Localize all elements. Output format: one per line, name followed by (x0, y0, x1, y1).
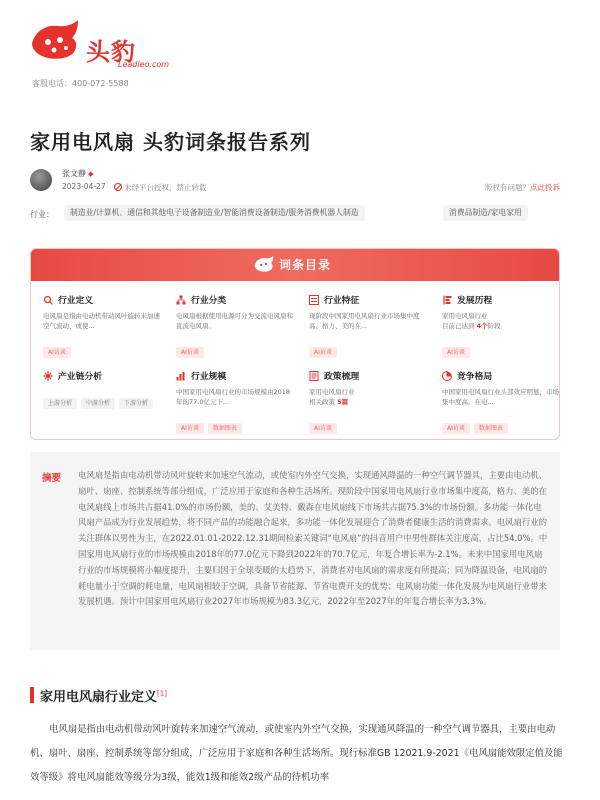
toc-title: 词条目录 (279, 258, 332, 272)
features-icon (309, 295, 319, 305)
abstract-label: 摘要 (42, 473, 62, 484)
page-title: 家用电风扇 头豹词条报告系列 (30, 130, 311, 154)
toc-item-title: 行业分类 (191, 296, 227, 306)
toc-item-desc (309, 387, 429, 409)
toc-item-desc (442, 311, 560, 333)
complaint-link[interactable]: 点此投诉 (530, 183, 560, 192)
author-name-text: 张文静 (62, 169, 86, 178)
toc-item-scale[interactable] (176, 369, 296, 434)
history-icon (442, 295, 452, 305)
leopard-logo-icon (253, 254, 275, 274)
abstract-box (30, 452, 560, 650)
publish-date: 2023-04-27 (62, 182, 106, 191)
toc-item-classification[interactable] (176, 293, 296, 358)
section-marker (30, 687, 34, 703)
toc-item-desc-prefix: 家用电风扇行业 (309, 388, 355, 396)
toc-item-features[interactable] (309, 293, 429, 358)
toc-item-title: 产业链分析 (58, 372, 102, 382)
toc-item-competition[interactable] (442, 369, 560, 434)
copyright-question (485, 182, 560, 193)
toc-item-history[interactable] (442, 293, 560, 358)
ai-interview-badge[interactable]: AI访谈 (442, 347, 470, 358)
ai-interview-badge[interactable]: AI访谈 (176, 347, 204, 358)
section-body-text: 电风扇是指由电动机带动风叶旋转来加速空气流动，或使室内外空气交换，实现通风降温的一种空气调节器具，主要由电动机、扇叶、扇座、控制系统等部分组成，广泛应用于家庭和各种生活场所。现行标准GB 12021.9-2021《电风扇能效限定值及能效等级》将电风扇能效等级分为3级，能效1级和能效2级产品的待机功率 (30, 724, 563, 783)
ai-interview-badge[interactable]: AI访谈 (309, 423, 337, 434)
toc-item-chain[interactable] (43, 369, 163, 409)
toc-item-title: 政策梳理 (324, 372, 360, 382)
ai-interview-badge[interactable]: AI访谈 (309, 347, 337, 358)
toc-item-title: 行业规模 (191, 372, 227, 382)
competition-icon (442, 371, 452, 381)
policy-icon (309, 371, 319, 381)
classification-icon (176, 295, 186, 305)
toc-item-title: 行业特征 (324, 296, 360, 306)
verified-icon: ◆ (88, 170, 94, 178)
toc-item-title: 行业定义 (58, 296, 94, 306)
section-title-text: 家用电风扇行业定义 (40, 690, 158, 705)
downstream-tab[interactable]: 下游分析 (119, 398, 153, 409)
toc-item-definition[interactable] (43, 293, 163, 358)
data-chart-badge[interactable]: 数据图表 (474, 423, 508, 434)
brand-name: 头豹 (86, 38, 136, 66)
toc-item-desc: 电风扇根据使用电源可分为交流电风扇和直流电风扇。 (176, 312, 293, 331)
toc-item-desc: 电风扇是指由电动机带动风叶旋转来加速空气流动、或使... (43, 312, 160, 331)
toc-item-desc: 中国家用电风扇行业的市场规模由2018年的77.0亿元下... (176, 388, 291, 407)
toc-header (31, 249, 559, 281)
avatar (30, 169, 52, 191)
upstream-tab[interactable]: 上游分析 (43, 398, 77, 409)
toc-item-desc-line2: 相关政策 (309, 398, 338, 407)
definition-icon (43, 295, 53, 305)
toc-item-desc-suffix: 阶段 (487, 322, 501, 331)
industry-tag[interactable]: 制造业/计算机、通信和其他电子设备制造业/智能消费设备制造/服务消费机器人制造 (64, 205, 365, 221)
toc-item-desc-line2: 目前已达到 (442, 322, 477, 331)
toc-card (30, 248, 560, 440)
toc-item-title: 竞争格局 (457, 372, 493, 382)
abstract-text: 电风扇是指由电动机带动风叶旋转来加速空气流动，或使室内外空气交换，实现通风降温的一种空气调节器具，主要由电动机、扇叶、扇座、控制系统等部分组成，广泛应用于家庭和各种生活场所。现阶段中国家用电风扇行业市场集中度高，格力、美的在电风扇线上市场共占据41.0%的市场份额，美的、艾美特、戴森在电风扇线下市场共占据75.3%的市场份额。多功能一体化电风扇产品成为行业发展趋势，将不同产品的功能融合起来，多功能一体化发展迎合了消费者健康生活的消费需求。电风扇行业的关注群体以男性为主，在2022.01.01-2022.12.31期间检索关键词“电风扇”的抖音用户中男性群体关注度高，占比54.0%。中国家用电风扇行业的市场规模由2018年的77.0亿元下降到2022年的70.7亿元，年复合增长率为-2.1%。未来中国家用电风扇行业的市场规模将小幅度提升，主要归因于全球变暖的大趋势下，消费者对电风扇的需求度有所提高；同为降温设备，电风扇的耗电量小于空调的耗电量，电风扇相较于空调，具备节省能源、节省电费开支的优势；电风扇功能一体化发展为电风扇行业带来发展机遇。预计中国家用电风扇行业2027年市场规模为83.3亿元，2022年至2027年的年复合增长率为3.3%。 (78, 470, 548, 607)
stage-count: 4个 (476, 322, 488, 331)
industry-label: 行业： (30, 210, 54, 219)
copyright-question-text: 版权有问题？ (485, 183, 530, 192)
midstream-tab[interactable]: 中游分析 (81, 398, 115, 409)
data-chart-badge[interactable]: 数据图表 (208, 423, 242, 434)
toc-item-title: 发展历程 (457, 296, 493, 306)
ai-interview-badge[interactable]: AI访谈 (442, 423, 470, 434)
brand-logo (28, 16, 178, 76)
policy-count: 5篇 (337, 398, 349, 407)
chain-icon (43, 371, 53, 381)
contact-phone: 客服电话：400-072-5588 (32, 79, 129, 88)
reference-link[interactable]: [1] (157, 689, 167, 698)
brand-domain: Leadleo.com (118, 60, 170, 69)
ai-interview-badge[interactable]: AI访谈 (43, 347, 71, 358)
copyright-notice (114, 182, 207, 193)
industry-tag[interactable]: 消费品制造/家电家用 (443, 205, 528, 221)
leopard-logo-icon (28, 18, 82, 62)
forbidden-icon (114, 183, 122, 191)
copyright-notice-text: 未经平台授权，禁止转载 (124, 183, 207, 192)
toc-item-desc-prefix: 家用电风扇行业 (442, 312, 488, 320)
ai-interview-badge[interactable]: AI访谈 (176, 423, 204, 434)
section-title (40, 686, 167, 705)
toc-item-desc: 现阶段中国家用电风扇行业市场集中度高、格力、美的在... (309, 312, 420, 331)
toc-item-policy[interactable] (309, 369, 429, 434)
toc-item-desc: 中国家用电风扇行业头部效应明显，市场集中度高。在电... (442, 388, 559, 407)
scale-icon (176, 371, 186, 381)
author-name (62, 168, 93, 179)
